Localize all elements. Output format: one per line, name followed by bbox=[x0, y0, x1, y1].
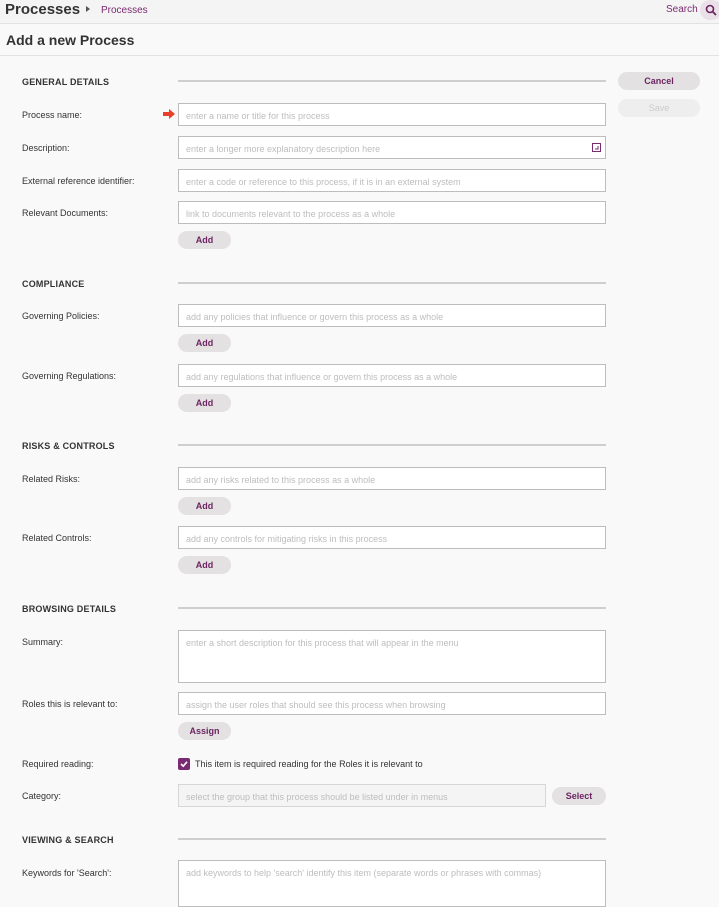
description-label: Description: bbox=[22, 143, 70, 153]
add-control-button[interactable]: Add bbox=[178, 556, 231, 574]
relevant-docs-label: Relevant Documents: bbox=[22, 208, 109, 218]
required-arrow-icon bbox=[163, 109, 175, 119]
add-risk-button[interactable]: Add bbox=[178, 497, 231, 515]
section-divider bbox=[178, 282, 606, 284]
section-title-compliance: COMPLIANCE bbox=[22, 279, 85, 289]
summary-label: Summary: bbox=[22, 637, 64, 647]
save-button[interactable]: Save bbox=[618, 99, 700, 117]
section-divider bbox=[178, 838, 606, 840]
select-category-button[interactable]: Select bbox=[552, 787, 606, 805]
section-divider bbox=[178, 607, 606, 609]
cancel-button[interactable]: Cancel bbox=[618, 72, 700, 90]
section-title-viewing: VIEWING & SEARCH bbox=[22, 835, 114, 845]
section-divider bbox=[178, 80, 606, 82]
external-ref-input[interactable]: enter a code or reference to this process, if it is in an external system bbox=[178, 169, 606, 192]
search-button[interactable] bbox=[700, 0, 719, 20]
app-title: Processes bbox=[5, 1, 81, 18]
expand-icon[interactable] bbox=[592, 143, 601, 152]
process-name-input[interactable]: enter a name or title for this process bbox=[178, 103, 606, 126]
assign-roles-button[interactable]: Assign bbox=[178, 722, 231, 740]
roles-label: Roles this is relevant to: bbox=[22, 699, 118, 709]
category-label: Category: bbox=[22, 791, 62, 801]
add-document-button[interactable]: Add bbox=[178, 231, 231, 249]
section-title-browsing: BROWSING DETAILS bbox=[22, 604, 117, 614]
keywords-textarea[interactable]: add keywords to help 'search' identify this item (separate words or phrases with commas) bbox=[178, 860, 606, 907]
required-reading-checkbox-label[interactable]: This item is required reading for the Roles it is relevant to bbox=[195, 759, 423, 769]
section-title-risks: RISKS & CONTROLS bbox=[22, 441, 115, 451]
category-input[interactable]: select the group that this process should be listed under in menus bbox=[178, 784, 546, 807]
section-divider bbox=[178, 444, 606, 446]
required-reading-label: Required reading: bbox=[22, 759, 94, 769]
description-placeholder: enter a longer more explanatory description here bbox=[186, 144, 381, 154]
summary-textarea[interactable]: enter a short description for this process that will appear in the menu bbox=[178, 630, 606, 683]
top-bar bbox=[0, 0, 719, 24]
policies-input[interactable]: add any policies that influence or govern this process as a whole bbox=[178, 304, 606, 327]
breadcrumb-arrow-icon bbox=[86, 6, 90, 12]
regulations-label: Governing Regulations: bbox=[22, 371, 117, 381]
check-icon bbox=[179, 759, 189, 769]
breadcrumb-processes-link[interactable]: Processes bbox=[101, 5, 148, 16]
title-divider bbox=[0, 55, 719, 56]
search-icon bbox=[705, 4, 717, 16]
related-controls-input[interactable]: add any controls for mitigating risks in this process bbox=[178, 526, 606, 549]
related-risks-label: Related Risks: bbox=[22, 474, 81, 484]
process-name-label: Process name: bbox=[22, 110, 83, 120]
roles-input[interactable]: assign the user roles that should see this process when browsing bbox=[178, 692, 606, 715]
page-title: Add a new Process bbox=[6, 32, 135, 48]
add-regulation-button[interactable]: Add bbox=[178, 394, 231, 412]
required-reading-checkbox[interactable] bbox=[178, 758, 190, 770]
section-title-general: GENERAL DETAILS bbox=[22, 77, 110, 87]
description-input[interactable] bbox=[178, 136, 606, 159]
keywords-label: Keywords for 'Search': bbox=[22, 868, 112, 878]
external-ref-label: External reference identifier: bbox=[22, 176, 135, 186]
regulations-input[interactable]: add any regulations that influence or govern this process as a whole bbox=[178, 364, 606, 387]
add-policy-button[interactable]: Add bbox=[178, 334, 231, 352]
related-controls-label: Related Controls: bbox=[22, 533, 92, 543]
policies-label: Governing Policies: bbox=[22, 311, 100, 321]
related-risks-input[interactable]: add any risks related to this process as a whole bbox=[178, 467, 606, 490]
relevant-docs-input[interactable]: link to documents relevant to the process as a whole bbox=[178, 201, 606, 224]
search-link[interactable]: Search bbox=[666, 4, 698, 15]
